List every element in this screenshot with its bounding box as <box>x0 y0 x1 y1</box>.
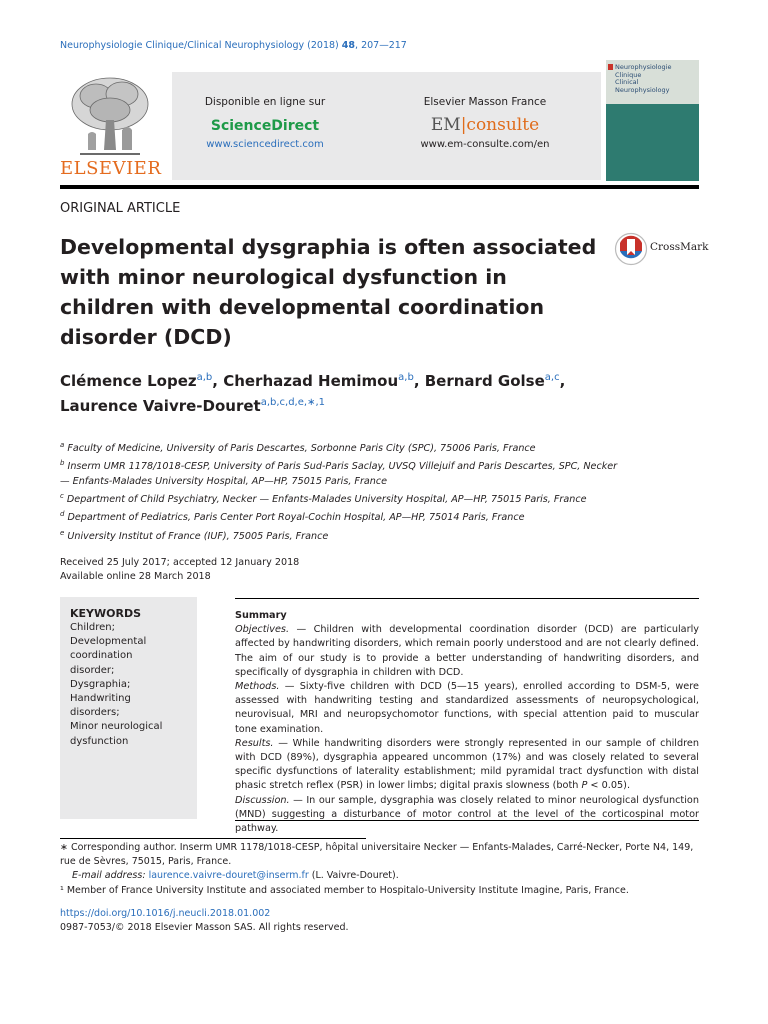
affiliation-item: $^d$ Department of Pediatrics, Paris Center Port Royal-Cochin Hospital, AP—HP, 75014 Paris, France <box>60 510 525 524</box>
crossmark-label: CrossMark <box>650 241 709 253</box>
affiliations <box>60 438 620 544</box>
sciencedirect-logo[interactable]: ScienceDirect <box>210 118 320 134</box>
author[interactable]: Bernard Golse$^{a,c}$ <box>424 372 560 390</box>
disponible-label: Disponible en ligne sur <box>204 96 326 108</box>
copyright: 0987-7053/© 2018 Elsevier Masson SAS. All rights reserved. <box>60 922 349 933</box>
emconsulte-link[interactable]: www.em-consulte.com/en <box>420 139 550 150</box>
keyword-item: Minor neurological <box>70 721 163 733</box>
sciencedirect-link[interactable]: www.sciencedirect.com <box>206 139 324 150</box>
keyword-item: disorders; <box>70 707 120 719</box>
affiliation-item: $^b$ Inserm UMR 1178/1018-CESP, University of Paris Sud-Paris Saclay, UVSQ Villejuif and Paris Descartes, SPC, Necker — Enfants-Malades University Hospital, AP—HP, 75015 Paris, France <box>60 459 618 487</box>
online-date: Available online 28 March 2018 <box>60 571 211 582</box>
abstract-discussion: Discussion. — In our sample, dysgraphia was closely related to minor neurological dysfunction (MND) suggesting a disturbance of motor control at the level of the corticospinal motor pathway. <box>235 794 699 835</box>
keyword-item: Developmental <box>70 636 147 648</box>
article-dates <box>60 556 299 584</box>
elsevier-wordmark: ELSEVIER <box>60 158 162 179</box>
abstract-results: Results. — While handwriting disorders were strongly represented in our sample of children with DCD (89%), dysgraphia appeared uncommon (17%) and was closely related to several specific dysfunctions of laterality establishment; mild pyramidal tract dysfunction with distal phasic stretch reflex (PSR) in lower limbs; digital praxis slowness (both P < 0.05). <box>235 737 699 792</box>
received-date: Received 25 July 2017; accepted 12 January 2018 <box>60 557 300 568</box>
abstract <box>235 609 699 836</box>
cover-mark-icon <box>608 64 613 70</box>
keywords-box <box>60 597 197 819</box>
footnote-1: ¹ Member of France University Institute and associated member to Hospitalo-University Institute Imagine, Paris, France. <box>60 884 629 896</box>
affiliation-item: $^e$ University Institut of France (IUF), 75005 Paris, France <box>60 528 329 542</box>
journal-cover-thumbnail <box>606 60 699 181</box>
keyword-item: coordination <box>70 650 133 662</box>
doi-link[interactable]: https://doi.org/10.1016/j.neucli.2018.01.002 <box>60 908 271 919</box>
author-list: Clémence Lopez$^{a,b}$, Cherhazad Hemimou$^{a,b}$, Bernard Golse$^{a,c}$, Laurence Vaivre-Douret$^{a,b,c,d,e,∗,1}$ <box>60 372 566 415</box>
author[interactable]: Cherhazad Hemimou$^{a,b}$ <box>223 372 414 390</box>
author[interactable]: Clémence Lopez$^{a,b}$ <box>60 372 213 390</box>
keyword-item: Handwriting <box>70 693 131 705</box>
header-rule <box>60 185 699 189</box>
abstract-objectives: Objectives. — Children with developmental coordination disorder (DCD) are particularly affected by handwriting disorders, which remain poorly understood and are not clearly defined. The aim of our study is to provide a better understanding of handwriting disorders, and specifically of dysgraphia in children with DCD. <box>235 624 699 678</box>
header-banner <box>172 72 601 180</box>
keyword-item: dysfunction <box>70 735 129 747</box>
abstract-heading: Summary <box>235 610 287 621</box>
email-link[interactable]: laurence.vaivre-douret@inserm.fr <box>148 870 309 882</box>
corresponding-author-note: ∗ Corresponding author. Inserm UMR 1178/1018-CESP, hôpital universitaire Necker — Enfants-Malades, Carré-Necker, Porte N4, 149, rue de Sèvres, 75015, Paris, France. <box>60 842 694 868</box>
keywords-heading: KEYWORDS <box>70 607 142 620</box>
email-note: E-mail address: laurence.vaivre-douret@inserm.fr (L. Vaivre-Douret). <box>72 870 399 882</box>
abstract-methods: Methods. — Sixty-five children with DCD (5—15 years), enrolled according to DSM-5, were assessed with handwriting testing and standardized assessments of neuropsychological, neurovisual, MRI and neuropsychomotor functions, with special attention paid to muscular tone examination. <box>235 681 699 735</box>
article-title: Developmental dysgraphia is often associated with minor neurological dysfunction in children with developmental coordination disorder (DCD) <box>60 235 597 349</box>
abstract-top-rule <box>235 598 699 599</box>
elsevier-tree-logo <box>60 70 160 156</box>
abstract-bottom-rule <box>235 820 699 821</box>
crossmark-badge[interactable] <box>614 231 709 267</box>
keyword-item: disorder; <box>70 664 115 676</box>
affiliation-item: $^c$ Department of Child Psychiatry, Necker — Enfants-Malades University Hospital, AP—HP, 75015 Paris, France <box>60 491 587 506</box>
doi-block <box>60 907 349 935</box>
emconsulte-logo[interactable]: EM|consulte <box>430 115 540 135</box>
keyword-item: Dysgraphia; <box>70 678 131 690</box>
author[interactable]: Laurence Vaivre-Douret$^{a,b,c,d,e,∗,1}$ <box>60 397 325 415</box>
journal-reference[interactable]: Neurophysiologie Clinique/Clinical Neurophysiology (2018) 48, 207—217 <box>60 40 407 51</box>
cover-title: Neurophysiologie Clinique Clinical Neurophysiology <box>615 63 672 94</box>
elsevier-masson-label: Elsevier Masson France <box>423 96 547 108</box>
affiliation-item: $^a$ Faculty of Medicine, University of Paris Descartes, Sorbonne Paris City (SPC), 75006 Paris, France <box>60 441 536 455</box>
crossmark-icon <box>614 231 648 267</box>
footnotes <box>60 841 700 898</box>
article-type: ORIGINAL ARTICLE <box>60 201 181 216</box>
footnote-rule <box>60 838 366 839</box>
keyword-item: Children; <box>70 622 115 633</box>
